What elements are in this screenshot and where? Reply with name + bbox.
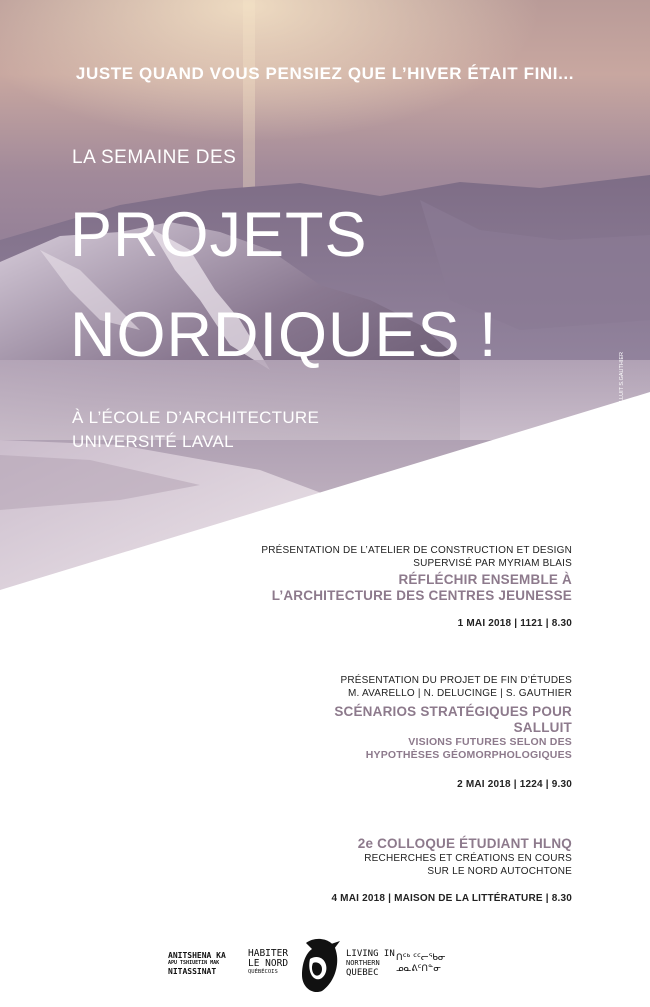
venue-line-2: UNIVERSITÉ LAVAL	[72, 432, 234, 451]
event-3-title: 2e COLLOQUE ÉTUDIANT HLNQ	[357, 836, 572, 851]
venue-line-1: À L’ÉCOLE D’ARCHITECTURE	[72, 408, 320, 427]
logo-habiter-line-3: QUÉBÉCOIS	[248, 969, 278, 975]
logo-living-line-1: LIVING IN	[346, 949, 395, 959]
event-2-title-line-2: SALLUIT	[513, 720, 572, 735]
logo-anitshena-line-1: ANITSHENA KA	[168, 951, 226, 960]
partner-logos	[168, 937, 478, 997]
main-title-line-2: NORDIQUES !	[70, 300, 498, 370]
event-3	[331, 836, 572, 904]
pre-title: LA SEMAINE DES	[72, 147, 237, 168]
logo-habiter-line-2: LE NORD	[248, 958, 289, 969]
event-1-intro-line-2: SUPERVISÉ PAR MYRIAM BLAIS	[413, 558, 572, 569]
event-2-title-line-1: SCÉNARIOS STRATÉGIQUES POUR	[334, 704, 572, 719]
event-1-date: 1 MAI 2018 | 1121 | 8.30	[457, 618, 572, 629]
event-2-sub-line-1: VISIONS FUTURES SELON DES	[408, 736, 572, 748]
event-2	[334, 674, 572, 790]
event-2-intro-line-1: PRÉSENTATION DU PROJET DE FIN D’ÉTUDES	[340, 675, 572, 686]
logo-inuktitut-line-2: ᓄᓇᕕᑦᑎᓐᓂ	[396, 964, 442, 974]
event-1	[261, 544, 572, 629]
logo-living-in-northern-quebec	[346, 949, 395, 978]
bird-emblem-icon	[298, 937, 342, 995]
photo-credit: SALLUIT S.GAUTHIER	[619, 352, 625, 410]
logo-anitshena-line-2: APU TSHIUETIN MAK	[168, 960, 220, 966]
logo-inuktitut	[396, 953, 446, 975]
event-3-intro-line-1: RECHERCHES ET CRÉATIONS EN COURS	[364, 853, 572, 864]
logo-living-line-3: QUEBEC	[346, 968, 379, 978]
logo-habiter-le-nord	[248, 949, 288, 976]
logo-habiter-line-1: HABITER	[248, 948, 289, 959]
event-2-sub-line-2: HYPOTHÈSES GÉOMORPHOLOGIQUES	[365, 749, 572, 761]
event-2-date: 2 MAI 2018 | 1224 | 9.30	[457, 779, 572, 790]
logo-anitshena	[168, 951, 226, 976]
tagline: JUSTE QUAND VOUS PENSIEZ QUE L’HIVER ÉTAIT FINI...	[75, 64, 575, 83]
logo-living-line-2: NORTHERN	[346, 959, 380, 967]
logo-inuktitut-line-1: ᑎᑦᒃ ᑦᑦᓕᕐᑲᓂ	[396, 953, 446, 963]
event-1-title-line-1: RÉFLÉCHIR ENSEMBLE À	[398, 572, 572, 587]
main-title-line-1: PROJETS	[70, 200, 368, 270]
event-1-intro-line-1: PRÉSENTATION DE L’ATELIER DE CONSTRUCTION ET DESIGN	[261, 545, 572, 556]
event-3-intro-line-2: SUR LE NORD AUTOCHTONE	[427, 866, 572, 877]
event-3-date: 4 MAI 2018 | MAISON DE LA LITTÉRATURE | 8.30	[331, 893, 572, 904]
logo-anitshena-line-3: NITASSINAT	[168, 967, 217, 976]
event-2-intro-line-2: M. AVARELLO | N. DELUCINGE | S. GAUTHIER	[348, 688, 572, 699]
event-1-title-line-2: L’ARCHITECTURE DES CENTRES JEUNESSE	[271, 588, 572, 603]
